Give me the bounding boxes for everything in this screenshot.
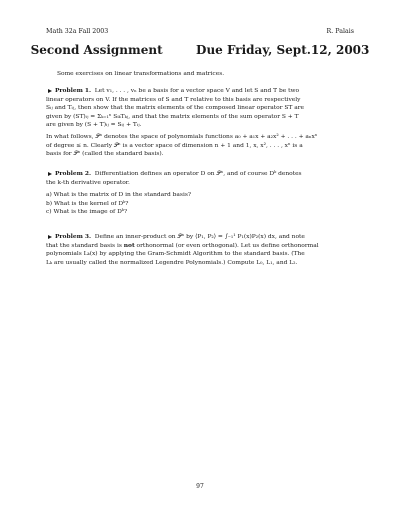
- problem-2: [46, 170, 358, 187]
- problem-1: [46, 87, 358, 130]
- problem-1-line: Sᵢⱼ and Tᵢⱼ, then show that the matrix elements of the composed linear operator ST are: [46, 105, 305, 112]
- problem-1-line: Let v₁, . . . , vₙ be a basis for a vector space V and let S and T be two: [94, 88, 300, 94]
- problem-2-line: Differentiation defines an operator D on 𝒫ⁿ, and of course Dᵏ denotes: [94, 171, 302, 177]
- paragraph-line: of degree ≤ n. Clearly 𝒫ⁿ is a vector space of dimension n + 1 and 1, x, x², . . . , xⁿ is a: [46, 142, 303, 149]
- question-part-b: b) What is the kernel of Dᵏ?: [46, 200, 129, 207]
- problem-1-line: given by (ST)ᵢⱼ = Σₖ₌₁ⁿ SᵢₖTₖⱼ, and that the matrix elements of the sum operator S + T: [46, 113, 299, 120]
- problem-2-line: the k-th derivative operator.: [46, 179, 130, 186]
- page-header: [46, 28, 354, 35]
- problem-3-text: that the standard basis is: [46, 242, 124, 249]
- problem-1-line: are given by (S + T)ᵢⱼ = Sᵢⱼ + Tᵢⱼ.: [46, 122, 142, 129]
- problem-2-parts: [46, 191, 358, 217]
- problem-3-line: Lₖ are usually called the normalized Legendre Polynomials.) Compute L₀, L₁, and L₂.: [46, 259, 298, 266]
- question-part-c: c) What is the image of Dᵏ?: [46, 209, 128, 216]
- page-number: 97: [196, 483, 204, 490]
- problem-3-line: Define an inner-product on 𝒫ⁿ by ⟨P₁, P₂⟩ = ∫₋₁¹ P₁(x)P₂(x) dx, and note: [94, 234, 305, 240]
- emphasis-not: not: [123, 241, 135, 249]
- triangle-bullet-icon: [48, 235, 52, 239]
- problem-3-text: orthonormal (or even orthogonal). Let us define orthonormal: [134, 242, 319, 249]
- course-label: Math 32a Fall 2003: [46, 28, 109, 35]
- page-title: Second Assignment Due Friday, Sept.12, 2003: [30, 43, 370, 57]
- paragraph-line: In what follows, 𝒫ⁿ denotes the space of polynomials functions a₀ + a₁x + a₂x² + . . . + aₙxⁿ: [46, 134, 318, 140]
- problem-1-line: linear operators on V. If the matrices of S and T relative to this basis are respectively: [46, 96, 301, 103]
- author-label: R. Palais: [326, 28, 354, 35]
- intro-text: Some exercises on linear transformations and matrices.: [57, 71, 225, 77]
- problem-1-label: Problem 1.: [55, 87, 91, 94]
- problem-3-label: Problem 3.: [55, 233, 91, 240]
- problem-3: [46, 233, 358, 267]
- problem-2-label: Problem 2.: [55, 170, 91, 177]
- triangle-bullet-icon: [48, 89, 52, 93]
- polynomial-paragraph: [46, 133, 358, 159]
- paragraph-line: basis for 𝒫ⁿ (called the standard basis).: [46, 151, 164, 158]
- question-part-a: a) What is the matrix of D in the standard basis?: [46, 192, 192, 198]
- problem-3-line: polynomials Lₖ(x) by applying the Gram-Schmidt Algorithm to the standard basis. (The: [46, 251, 305, 258]
- triangle-bullet-icon: [48, 172, 52, 176]
